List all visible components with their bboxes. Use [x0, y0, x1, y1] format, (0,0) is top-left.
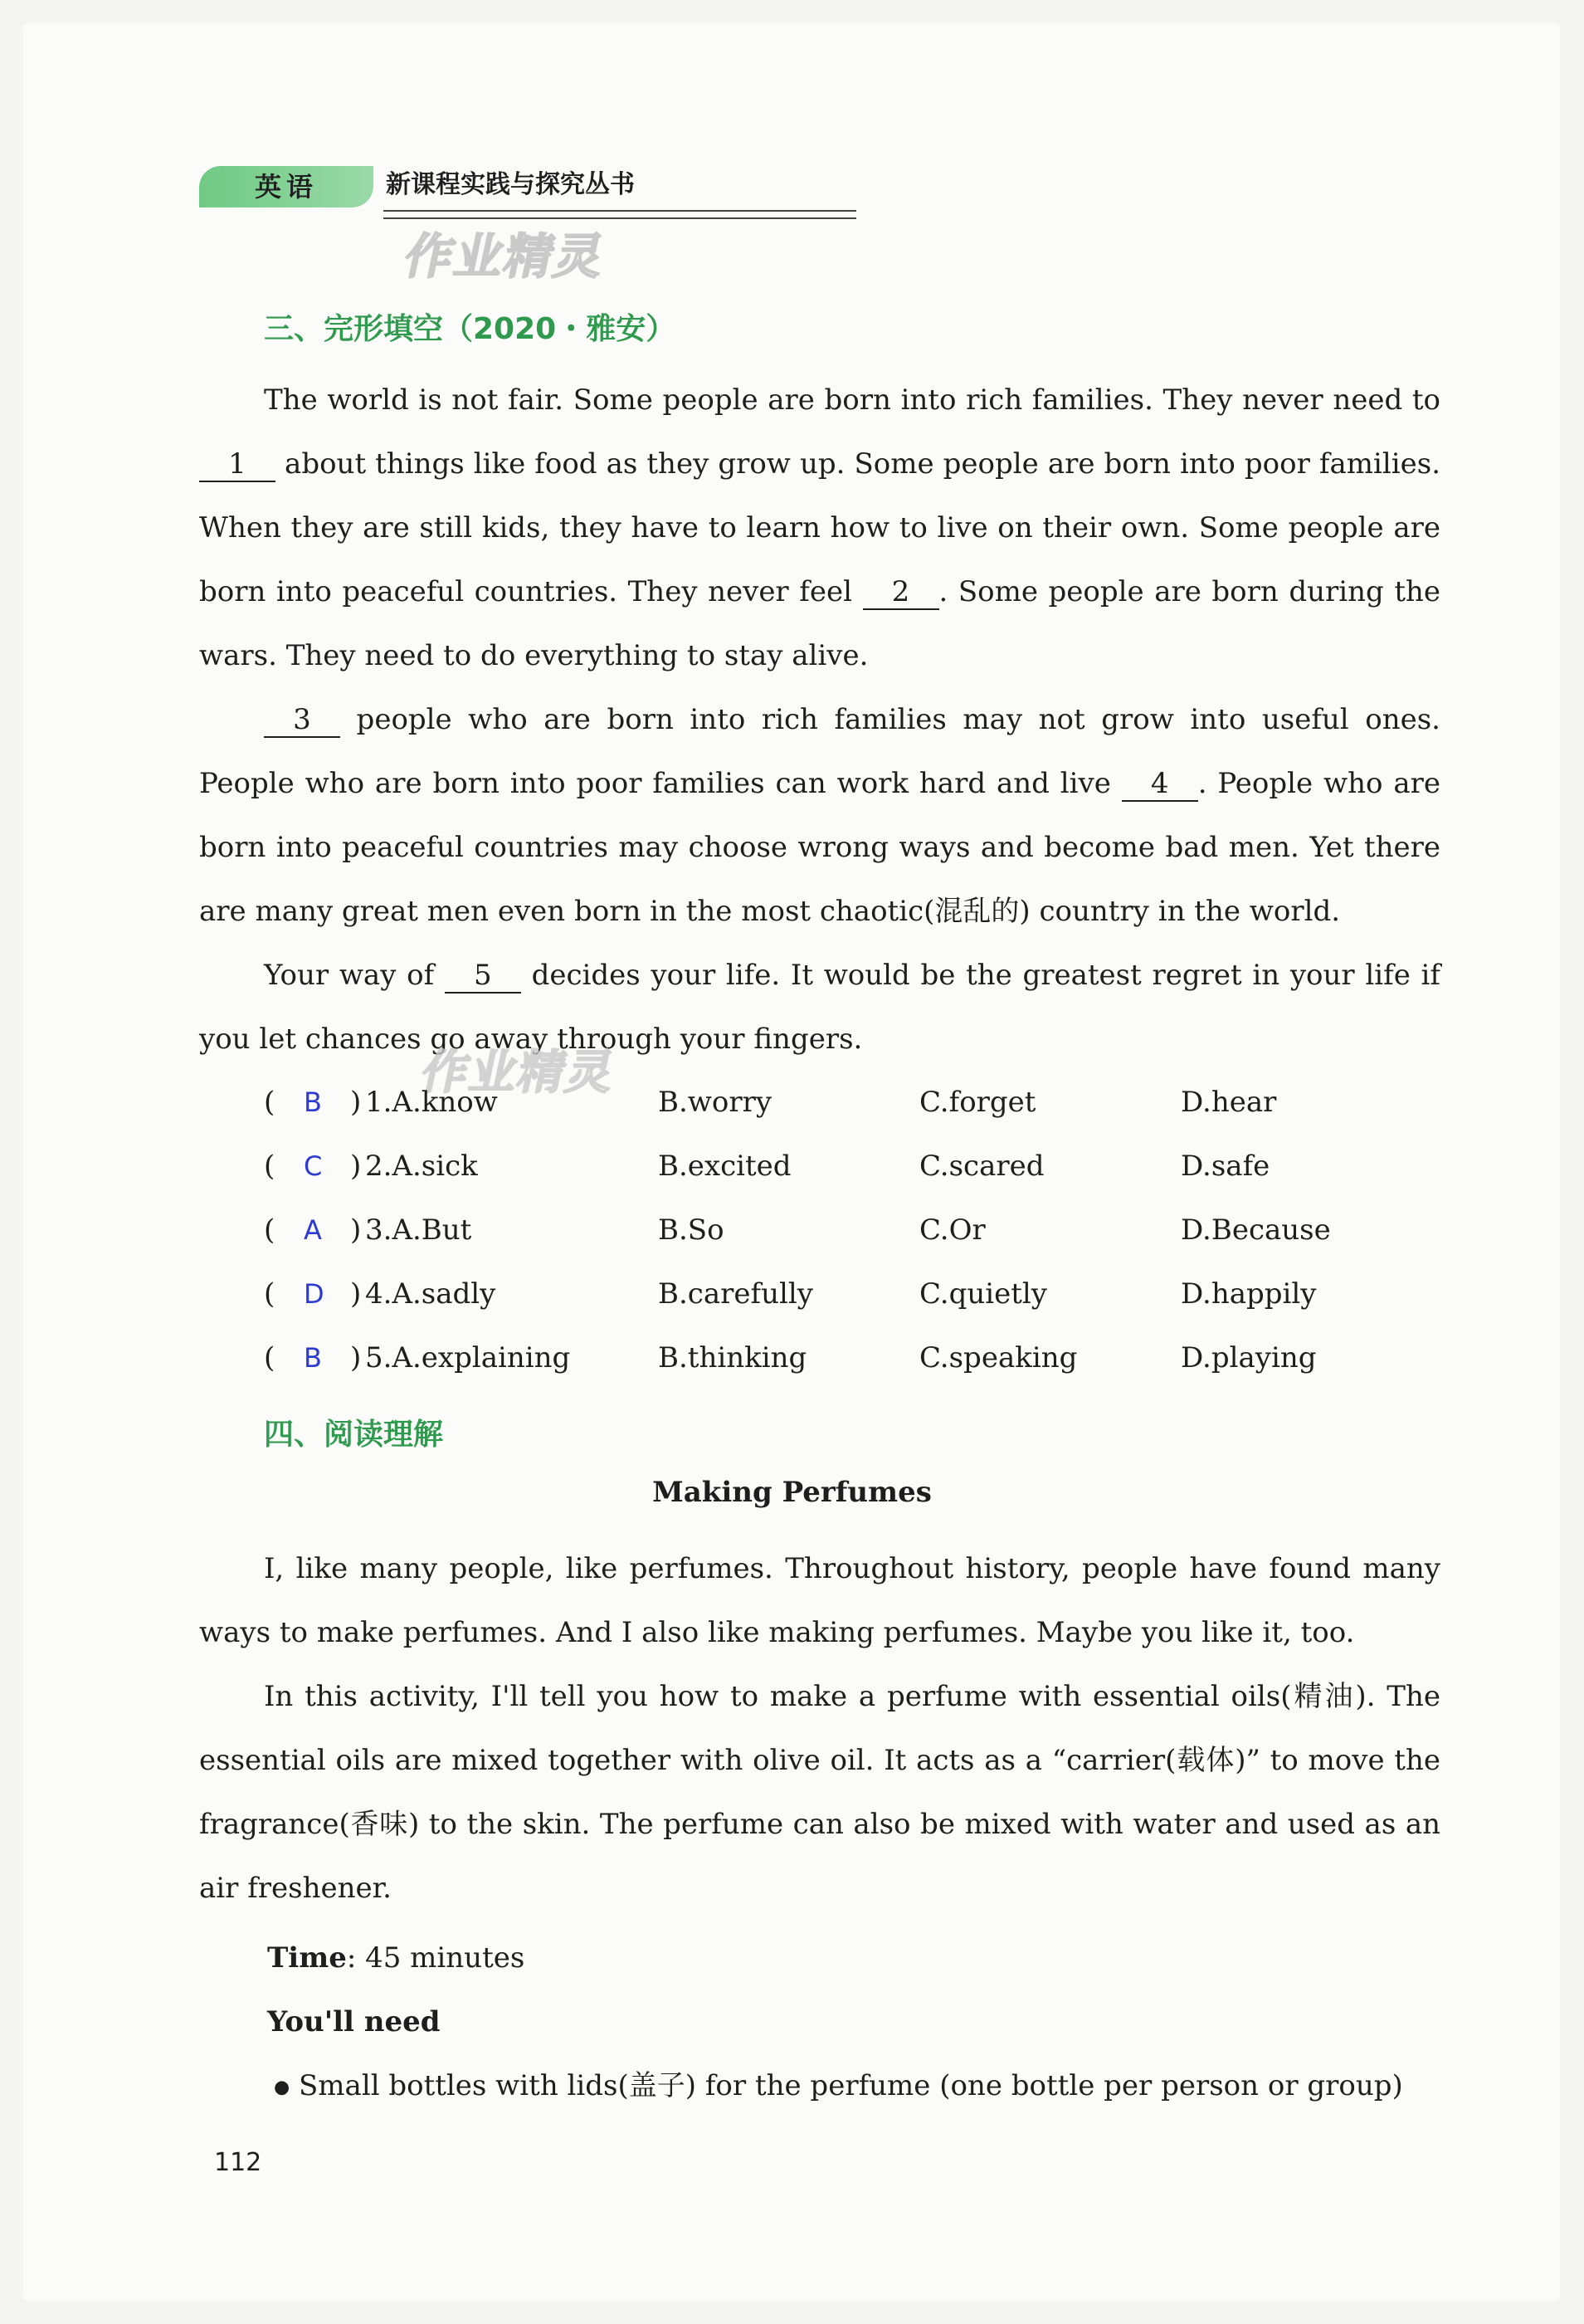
cloze-paragraph-2	[199, 688, 1440, 944]
option-a: 1.A.know	[365, 1086, 498, 1119]
text-span: Your way of	[264, 959, 445, 992]
blank-3: 3	[264, 703, 340, 738]
blank-1: 1	[199, 447, 275, 482]
text-span: decides your life. It would be the greatest regret in your life if you let chances go away through your fingers.	[199, 959, 1440, 1056]
paren: (	[264, 1213, 275, 1247]
question-row	[264, 1199, 1442, 1262]
option-c: C.forget	[919, 1086, 1036, 1119]
option-d: D.safe	[1181, 1150, 1270, 1183]
text-span: about things like food as they grow up. Some people are born into poor families. When they are still kids, they have to learn how to live on their own. Some people are born into peaceful countries. They never feel	[199, 447, 1440, 608]
question-row	[264, 1326, 1442, 1390]
article-title: Making Perfumes	[652, 1476, 932, 1509]
blank-4: 4	[1122, 767, 1198, 802]
time-value: 45 minutes	[365, 1941, 525, 1975]
time-label: Time	[267, 1941, 347, 1975]
need-heading: You'll need	[267, 2005, 441, 2038]
subject-badge: 英语	[199, 166, 373, 208]
option-c: C.Or	[919, 1213, 986, 1247]
blank-2: 2	[863, 575, 939, 610]
question-row	[264, 1262, 1442, 1326]
answer-mark: B	[304, 1086, 322, 1118]
cloze-passage	[199, 369, 1440, 1072]
time-separator: :	[346, 1941, 366, 1975]
time-line	[267, 1926, 524, 1990]
need-item-text: Small bottles with lids(盖子) for the perfume (one bottle per person or group)	[299, 2069, 1403, 2102]
text-span: . People who are born into peaceful countries may choose wrong ways and become bad men. Yet there are many great men even born in the most chaotic(混乱的) country in the world.	[199, 767, 1440, 928]
paren: (	[264, 1086, 275, 1119]
cloze-paragraph-1	[199, 369, 1440, 688]
paren: (	[264, 1341, 275, 1374]
paren: )	[350, 1213, 362, 1247]
option-a: 5.A.explaining	[365, 1341, 571, 1374]
reading-passage	[199, 1537, 1440, 1921]
option-a: 4.A.sadly	[365, 1277, 496, 1311]
bullet-icon: ●	[274, 2077, 290, 2098]
option-b: B.excited	[658, 1150, 792, 1183]
reading-paragraph-2: In this activity, I'll tell you how to make a perfume with essential oils(精油). The essential oils are mixed together with olive oil. It acts as a “carrier(载体)” to move the fragrance(香味) to the skin. The perfume can also be mixed with water and used as an air freshener.	[199, 1680, 1440, 1905]
section-title-reading: 四、阅读理解	[264, 1418, 444, 1452]
paren: )	[350, 1150, 362, 1183]
answer-mark: B	[304, 1342, 322, 1374]
cloze-paragraph-3	[199, 944, 1440, 1072]
option-d: D.Because	[1181, 1213, 1331, 1247]
answer-mark: D	[304, 1278, 324, 1310]
reading-paragraph-1: I, like many people, like perfumes. Throughout history, people have found many ways to make perfumes. And I also like making perfumes. Maybe you like it, too.	[199, 1552, 1440, 1649]
answer-mark: C	[304, 1150, 323, 1182]
paren: )	[350, 1086, 362, 1119]
answer-mark: A	[304, 1214, 322, 1246]
paren: )	[350, 1341, 362, 1374]
series-title: 新课程实践与探究丛书	[386, 170, 635, 199]
text-span: . Some people are born during the wars. They need to do everything to stay alive.	[199, 575, 1441, 672]
option-a: 3.A.But	[365, 1213, 472, 1247]
page-number: 112	[214, 2148, 262, 2177]
paren: )	[350, 1277, 362, 1311]
option-d: D.hear	[1181, 1086, 1277, 1119]
question-row	[264, 1071, 1442, 1135]
question-row	[264, 1135, 1442, 1199]
paren: (	[264, 1150, 275, 1183]
watermark-logo: 作业精灵	[417, 1046, 621, 1100]
need-list-item	[274, 2054, 1403, 2120]
option-d: D.happily	[1181, 1277, 1317, 1311]
option-a: 2.A.sick	[365, 1150, 478, 1183]
option-b: B.carefully	[658, 1277, 813, 1311]
paren: (	[264, 1277, 275, 1311]
option-b: B.thinking	[658, 1341, 807, 1374]
option-b: B.worry	[658, 1086, 773, 1119]
option-c: C.quietly	[919, 1277, 1048, 1311]
blank-5: 5	[445, 959, 521, 994]
option-c: C.speaking	[919, 1341, 1078, 1374]
option-b: B.So	[658, 1213, 724, 1247]
section-title-cloze: 三、完形填空（2020・雅安）	[264, 312, 676, 346]
option-c: C.scared	[919, 1150, 1045, 1183]
option-d: D.playing	[1181, 1341, 1317, 1374]
watermark-logo: 作业精灵	[399, 228, 612, 285]
text-span: The world is not fair. Some people are born into rich families. They never need to	[264, 383, 1440, 417]
answer-options	[264, 1071, 1442, 1390]
text-span: people who are born into rich families may not grow into useful ones. People who are born into poor families can work hard and live	[199, 703, 1440, 800]
